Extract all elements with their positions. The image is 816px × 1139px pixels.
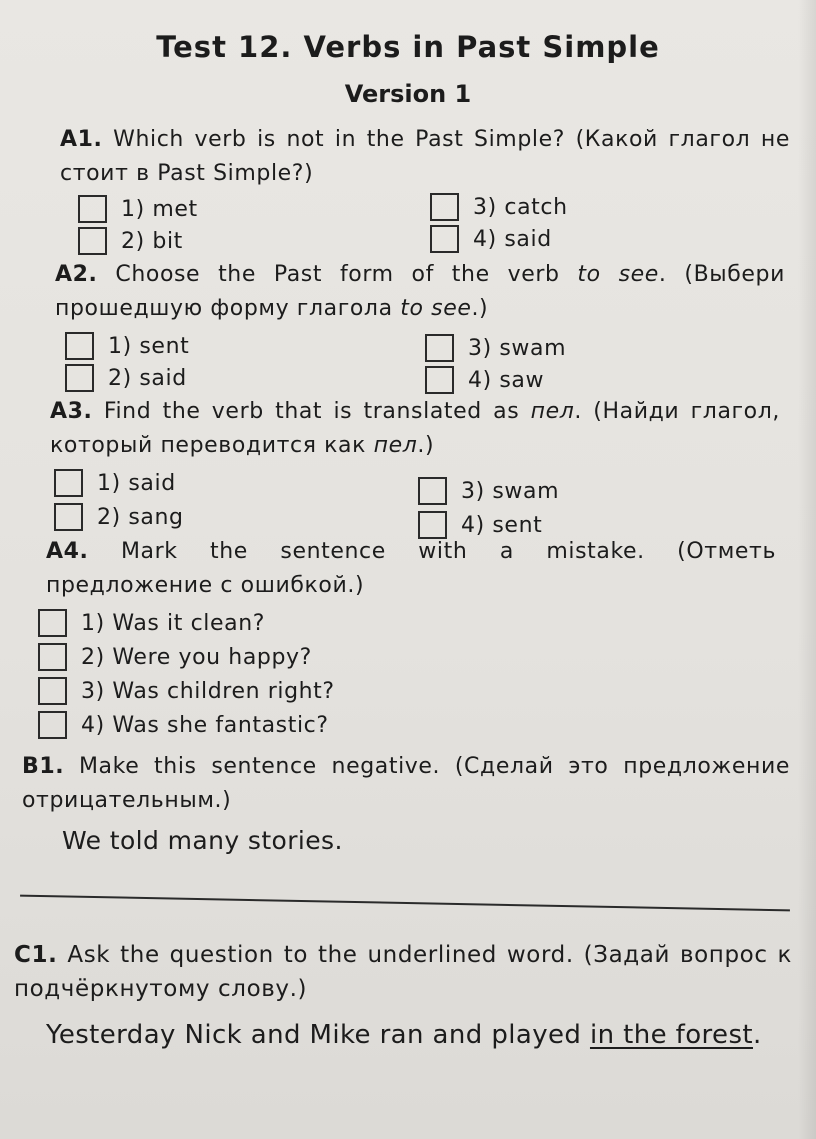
option-a3-1[interactable] bbox=[54, 467, 176, 499]
checkbox[interactable] bbox=[38, 711, 67, 739]
option-a4-2[interactable] bbox=[38, 641, 312, 673]
question-term: пел bbox=[373, 433, 418, 458]
answer-options bbox=[55, 326, 785, 392]
task-sentence: We told many stories. bbox=[62, 826, 343, 855]
question-text: Mark the sentence with a mistake. (Отметь предложение с ошибкой.) bbox=[46, 539, 777, 598]
option-label: 4) said bbox=[473, 226, 552, 252]
option-a3-2[interactable] bbox=[54, 501, 184, 533]
underlined-word: in the forest bbox=[589, 1020, 753, 1050]
task-sentence bbox=[46, 1016, 792, 1054]
option-a4-1[interactable] bbox=[38, 607, 265, 639]
option-label: 1) Was it clean? bbox=[81, 610, 266, 636]
question-number: C1. bbox=[14, 942, 58, 968]
option-a1-4[interactable] bbox=[430, 223, 552, 255]
question-a2-prompt bbox=[55, 258, 785, 326]
checkbox[interactable] bbox=[38, 643, 67, 671]
checkbox[interactable] bbox=[430, 225, 459, 253]
option-label: 2) bit bbox=[121, 228, 183, 254]
question-c1 bbox=[14, 938, 792, 1054]
question-b1 bbox=[22, 750, 790, 855]
question-text: Find the verb that is translated as bbox=[103, 399, 531, 424]
question-number: A3. bbox=[50, 399, 93, 424]
question-number: A1. bbox=[60, 127, 103, 152]
option-a1-1[interactable] bbox=[78, 193, 198, 225]
question-text: Choose the Past form of the verb bbox=[115, 262, 578, 287]
option-label: 2) said bbox=[108, 365, 187, 391]
option-label: 4) Was she fantastic? bbox=[81, 712, 329, 738]
question-number: A2. bbox=[55, 262, 98, 287]
answer-line[interactable] bbox=[20, 895, 790, 912]
option-a3-3[interactable] bbox=[418, 475, 559, 507]
question-a4 bbox=[46, 535, 776, 743]
option-label: 2) sang bbox=[97, 504, 184, 530]
option-a4-3[interactable] bbox=[38, 675, 335, 707]
checkbox[interactable] bbox=[65, 364, 94, 392]
checkbox[interactable] bbox=[418, 477, 447, 505]
question-text: .) bbox=[417, 433, 435, 458]
checkbox[interactable] bbox=[425, 334, 454, 362]
option-label: 2) Were you happy? bbox=[81, 644, 312, 670]
option-label: 1) said bbox=[97, 470, 176, 496]
answer-options bbox=[60, 191, 790, 257]
checkbox[interactable] bbox=[38, 609, 67, 637]
checkbox[interactable] bbox=[430, 193, 459, 221]
option-label: 1) sent bbox=[108, 333, 190, 359]
option-label: 3) catch bbox=[473, 194, 568, 220]
checkbox[interactable] bbox=[78, 227, 107, 255]
option-label: 3) Was children right? bbox=[81, 678, 335, 704]
question-c1-prompt bbox=[14, 938, 792, 1006]
question-a4-prompt bbox=[46, 535, 776, 603]
question-term: to see bbox=[577, 262, 659, 287]
question-term: пел bbox=[530, 399, 575, 424]
sentence-end: . bbox=[752, 1020, 762, 1050]
checkbox[interactable] bbox=[54, 503, 83, 531]
option-a4-4[interactable] bbox=[38, 709, 329, 741]
question-a3-prompt bbox=[50, 395, 780, 463]
question-text: Ask the question to the underlined word. (Задай вопрос к подчёркнутому слову.) bbox=[14, 942, 792, 1002]
question-a2 bbox=[55, 258, 785, 392]
checkbox[interactable] bbox=[425, 366, 454, 394]
answer-options bbox=[46, 603, 776, 743]
checkbox[interactable] bbox=[78, 195, 107, 223]
question-number: A4. bbox=[46, 539, 89, 564]
question-a1-prompt bbox=[60, 123, 790, 191]
checkbox[interactable] bbox=[54, 469, 83, 497]
checkbox[interactable] bbox=[65, 332, 94, 360]
question-text: .) bbox=[471, 296, 489, 321]
question-a1 bbox=[60, 123, 790, 257]
option-label: 3) swam bbox=[461, 478, 560, 504]
checkbox[interactable] bbox=[38, 677, 67, 705]
option-label: 3) swam bbox=[468, 335, 567, 361]
option-a2-1[interactable] bbox=[65, 330, 189, 362]
version-label: Version 1 bbox=[344, 80, 472, 108]
question-text: Make this sentence negative. (Сделай это предложение отрицательным.) bbox=[22, 754, 790, 813]
option-a2-4[interactable] bbox=[425, 364, 544, 396]
question-text: . (Выбери прошедшую форму глагола bbox=[55, 262, 785, 321]
page-title: Test 12. Verbs in Past Simple bbox=[156, 30, 660, 64]
page-edge-shadow bbox=[798, 0, 816, 1139]
question-a3 bbox=[50, 395, 780, 538]
question-number: B1. bbox=[22, 754, 65, 779]
option-a2-3[interactable] bbox=[425, 332, 566, 364]
question-text: Which verb is not in the Past Simple? (Какой глагол не стоит в Past Simple?) bbox=[60, 127, 791, 186]
answer-options bbox=[50, 463, 780, 538]
option-label: 4) sent bbox=[461, 512, 543, 538]
option-label: 4) saw bbox=[468, 367, 545, 393]
option-a1-2[interactable] bbox=[78, 225, 183, 257]
option-a1-3[interactable] bbox=[430, 191, 568, 223]
option-label: 1) met bbox=[121, 196, 198, 222]
sentence-text: Yesterday Nick and Mike ran and played bbox=[46, 1020, 590, 1050]
question-b1-prompt bbox=[22, 750, 790, 818]
question-term: to see bbox=[400, 296, 472, 321]
question-text: . (Найди глагол, который переводится как bbox=[50, 399, 780, 458]
option-a2-2[interactable] bbox=[65, 362, 187, 394]
